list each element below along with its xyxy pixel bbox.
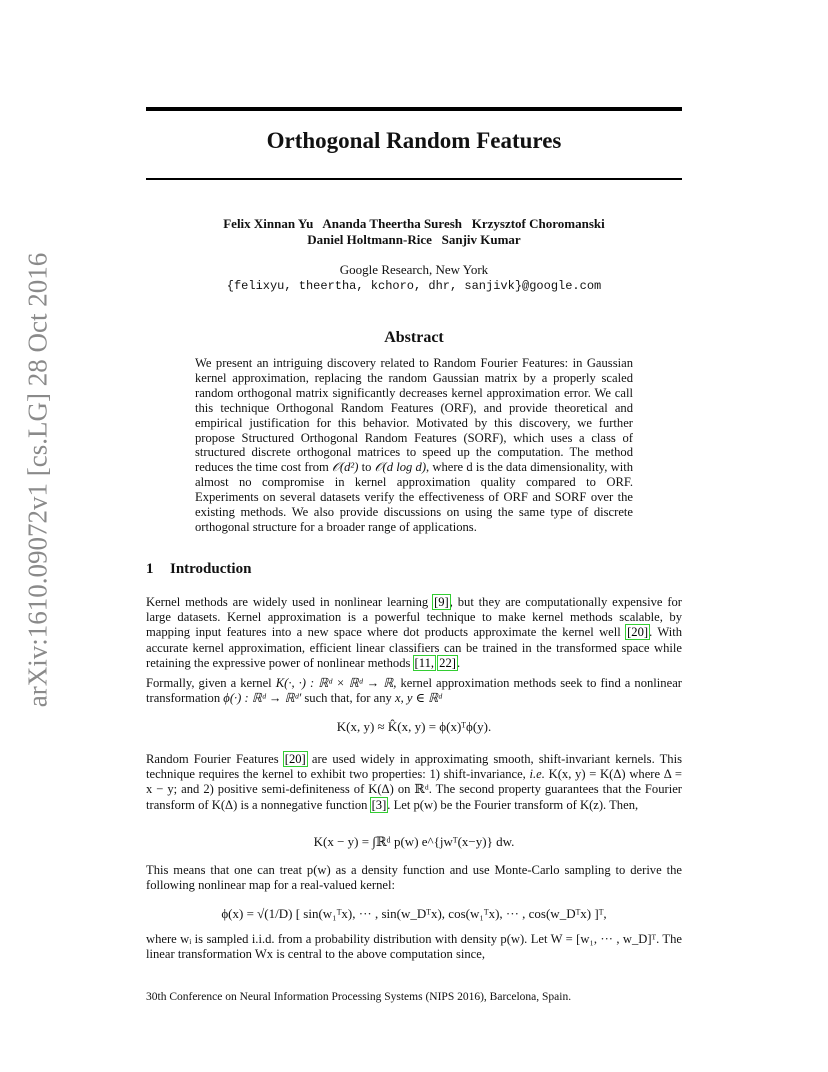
citation-3[interactable]: [3] bbox=[371, 797, 387, 812]
intro-paragraph-5: where wᵢ is sampled i.i.d. from a probability distribution with density p(w). Let W = [w₁, ··· , w_D]ᵀ. The linear transformation Wx is central to the above computation since, bbox=[146, 932, 682, 962]
intro-p2-text-c: such that, for any bbox=[301, 691, 395, 706]
citation-9[interactable]: [9] bbox=[434, 595, 449, 609]
abstract-to: to bbox=[358, 460, 375, 475]
author-emails[interactable]: {felixyu, theertha, kchoro, dhr, sanjivk}@google.com bbox=[226, 279, 602, 293]
arxiv-stamp: arXiv:1610.09072v1 [cs.LG] 28 Oct 2016 bbox=[22, 252, 53, 708]
abstract-text-1: We present an intriguing discovery related to Random Fourier Features: in Gaussian kernel approximation, replacing the random Gaussian matrix by a properly scaled random orthogonal matrix significantly decreases kernel approximation error. We call this technique Orthogonal Random Features (ORF), and provide theoretical and empirical justification for this behavior. Motivated by this discovery, we further propose Structured Orthogonal Random Features (SORF), which uses a class of structured discrete orthogonal matrices to speed up the computation. The method reduces the time cost from bbox=[195, 356, 633, 475]
abstract-body bbox=[195, 356, 633, 535]
intro-p3-text-b: are used widely in approximating smooth, shift-invariant kernels. This technique requires the kernel to exhibit two properties: 1) shift-invariance, bbox=[146, 752, 683, 782]
authors-line-1: Felix Xinnan Yu Ananda Theertha Suresh Krzysztof Choromanski bbox=[223, 216, 605, 231]
abstract-heading: Abstract bbox=[384, 329, 444, 346]
intro-p2-text-a: Formally, given a kernel bbox=[146, 676, 276, 690]
paper-title: Orthogonal Random Features bbox=[266, 128, 562, 153]
abstract-eq-1: 𝒪(d²) bbox=[332, 460, 359, 475]
equation-kernel-approx: K(x, y) ≈ K̂(x, y) = ϕ(x)ᵀϕ(y). bbox=[336, 719, 492, 734]
intro-p1-text-d: . bbox=[456, 655, 461, 670]
transform-definition: ϕ(·) : ℝᵈ → ℝᵈ′ bbox=[223, 691, 302, 706]
intro-paragraph-2 bbox=[146, 676, 682, 706]
section-number: 1 bbox=[146, 561, 154, 577]
abstract-eq-2: 𝒪(d log d) bbox=[374, 460, 427, 475]
intro-p3-text-c: K(x, y) = K(Δ) where Δ = x − y; and 2) positive semi-definiteness of K(Δ) on ℝᵈ. The second property guarantees that the Fourier transform of K(Δ) is a nonnegative function bbox=[146, 767, 682, 812]
title-top-rule bbox=[146, 107, 682, 111]
intro-p3-text-a: Random Fourier Features bbox=[146, 752, 284, 766]
citation-22[interactable]: 22] bbox=[439, 655, 456, 670]
citation-20b[interactable]: [20] bbox=[284, 752, 306, 766]
kernel-definition: K(·, ·) : ℝᵈ × ℝᵈ → ℝ bbox=[275, 676, 394, 690]
authors-line-2: Daniel Holtmann-Rice Sanjiv Kumar bbox=[307, 232, 521, 247]
intro-paragraph-4: This means that one can treat p(w) as a density function and use Monte-Carlo sampling to derive the following nonlinear map for a real-valued kernel: bbox=[146, 863, 682, 893]
intro-p1-text-c: . With accurate kernel approximation, efficient linear classifiers can be trained in the transformed space while retaining the expressive power of nonlinear methods bbox=[146, 625, 682, 670]
equation-feature-map: ϕ(x) = √(1/D) [ sin(w₁ᵀx), ··· , sin(w_Dᵀx), cos(w₁ᵀx), ··· , cos(w_Dᵀx) ]ᵀ, bbox=[221, 906, 607, 921]
affiliation-org: Google Research, New York bbox=[339, 262, 489, 277]
intro-p1-text-a: Kernel methods are widely used in nonlinear learning bbox=[146, 595, 434, 609]
intro-paragraph-3 bbox=[146, 752, 682, 813]
section-title: Introduction bbox=[170, 561, 252, 577]
equation-fourier: K(x − y) = ∫ℝᵈ p(w) e^{jwᵀ(x−y)} dw. bbox=[313, 834, 515, 849]
ie-abbrev: i.e. bbox=[529, 767, 545, 782]
title-bottom-rule bbox=[146, 178, 682, 180]
abstract-text-2: , where d is the data dimensionality, with almost no compromise in kernel approximation quality compared to ORF. Experiments on several datasets verify the effectiveness of ORF and SORF over the existing methods. We also provide discussions on using the same type of discrete orthogonal structure for a broader range of applications. bbox=[195, 460, 633, 534]
intro-p1-text-b: , but they are computationally expensive for large datasets. Kernel approximation is a powerful technique to make kernel methods scalable, by mapping input features into a new space where dot products approximate the kernel well bbox=[146, 595, 682, 640]
affiliation bbox=[146, 262, 682, 294]
author-list bbox=[146, 216, 682, 248]
intro-p2-text-b: , kernel approximation methods seek to find a nonlinear transformation bbox=[146, 676, 682, 706]
citation-11[interactable]: [11, bbox=[414, 655, 435, 670]
intro-p3-text-d: . Let p(w) be the Fourier transform of K(z). Then, bbox=[387, 797, 639, 812]
xy-domain: x, y ∈ ℝᵈ bbox=[394, 691, 442, 706]
intro-paragraph-1 bbox=[146, 595, 682, 671]
citation-20[interactable]: [20] bbox=[627, 625, 649, 640]
conference-footnote: 30th Conference on Neural Information Processing Systems (NIPS 2016), Barcelona, Spain. bbox=[146, 991, 572, 1003]
section-heading-introduction bbox=[146, 561, 251, 578]
